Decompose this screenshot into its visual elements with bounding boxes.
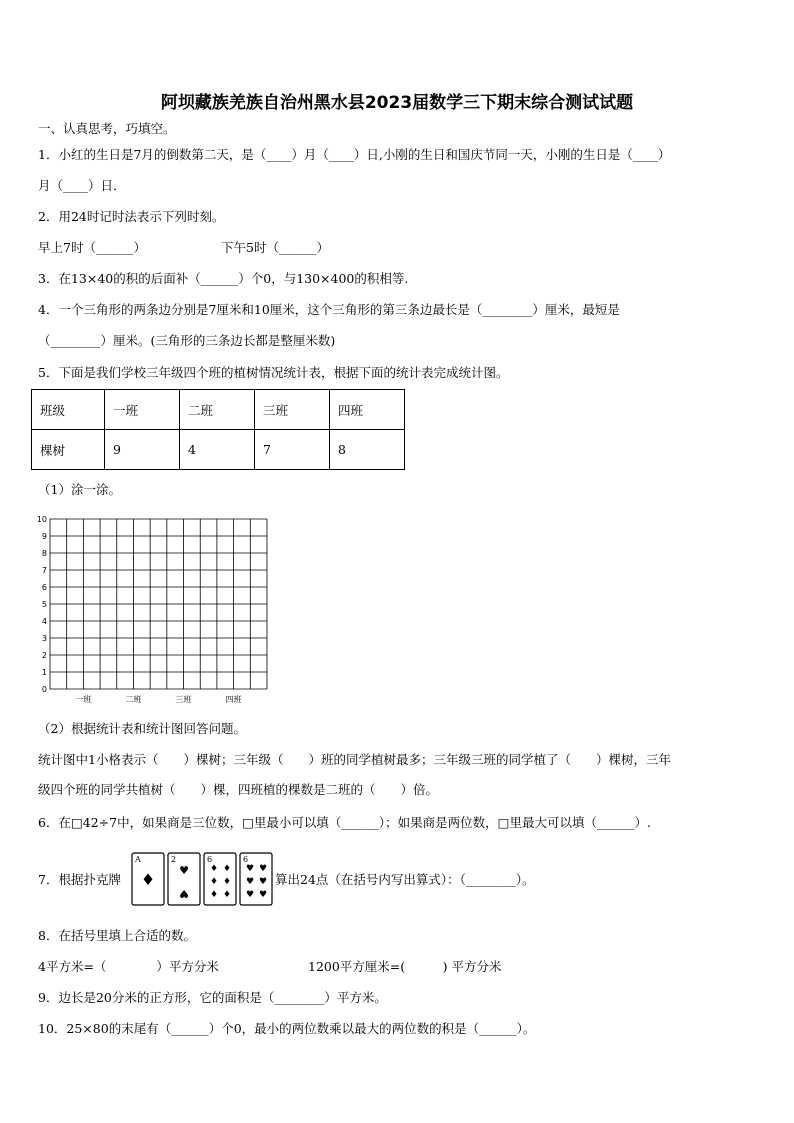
playing-card-a-diamond: [132, 853, 164, 905]
table-cell: 7: [255, 430, 330, 470]
question-4-line-2: （________）厘米。(三角形的三条边长都是整厘米数): [38, 333, 336, 348]
y-tick-label: 1: [41, 668, 47, 677]
question-8-prompt: 8．在括号里填上合适的数。: [38, 928, 196, 943]
diamond-icon: ♦: [222, 890, 232, 900]
heart-icon: ♥: [258, 890, 268, 900]
y-tick-label: 7: [41, 566, 47, 575]
x-tick-label: 二班: [125, 695, 142, 704]
question-2-part-b: 下午5时（______）: [221, 240, 329, 255]
question-10: 10．25×80的末尾有（______）个0，最小的两位数乘以最大的两位数的积是（______）。: [38, 1021, 536, 1036]
question-3: 3．在13×40的积的后面补（______）个0，与130×400的积相等.: [38, 271, 409, 286]
question-8-part-b: 1200平方厘米=( ) 平方分米: [308, 959, 502, 974]
question-1-line-1: 1．小红的生日是7月的倒数第二天，是（____）月（____）日,小刚的生日和国庆节同一天，小刚的生日是（____）: [38, 147, 671, 162]
y-tick-label: 0: [41, 685, 47, 694]
y-tick-label: 5: [41, 600, 47, 609]
playing-cards: [131, 852, 273, 906]
question-1-line-2: 月（____）日．: [38, 178, 126, 193]
heart-icon: ♥: [245, 890, 255, 900]
question-5-prompt: 5．下面是我们学校三年级四个班的植树情况统计表，根据下面的统计表完成统计图。: [38, 365, 509, 380]
table-cell: 二班: [180, 390, 255, 430]
card-rank: A: [135, 855, 141, 864]
x-tick-label: 一班: [75, 695, 92, 704]
card-rank: 6: [207, 855, 213, 864]
question-9: 9．边长是20分米的正方形，它的面积是（________）平方米。: [38, 990, 387, 1005]
table-cell: 8: [330, 430, 405, 470]
y-tick-label: 2: [41, 651, 47, 660]
y-tick-label: 9: [41, 532, 47, 541]
diamond-icon: ♦: [209, 890, 219, 900]
section-heading: 一、认真思考，巧填空。: [38, 121, 176, 136]
heart-icon: ♥: [245, 864, 255, 874]
table-cell: 四班: [330, 390, 405, 430]
diamond-icon: ♦: [209, 877, 219, 887]
playing-card-6-diamond: [204, 853, 236, 905]
playing-card-2-heart: [168, 853, 200, 905]
heart-icon: ♥: [179, 887, 189, 900]
table-cell: 三班: [255, 390, 330, 430]
question-7-before: 7．根据扑克牌: [38, 872, 121, 887]
page-title: 阿坝藏族羌族自治州黑水县2023届数学三下期末综合测试试题: [160, 93, 634, 113]
diamond-icon: ♦: [209, 864, 219, 874]
blank-bar-chart-grid: [30, 510, 280, 710]
x-tick-label: 三班: [175, 695, 192, 704]
question-7-after: 算出24点（在括号内写出算式）：（________）。: [275, 872, 535, 887]
y-tick-label: 8: [41, 549, 47, 558]
heart-icon: ♥: [179, 864, 189, 877]
question-4-line-1: 4．一个三角形的两条边分别是7厘米和10厘米，这个三角形的第三条边最长是（________）厘米，最短是: [38, 302, 620, 317]
question-5-sub-1: （1）涂一涂。: [38, 482, 121, 497]
table-cell: 班级: [32, 390, 105, 430]
tree-planting-table: [31, 389, 405, 470]
y-tick-label: 10: [36, 515, 47, 524]
y-tick-label: 4: [41, 617, 47, 626]
question-5-ask-line-1: 统计图中1小格表示（ ）棵树；三年级（ ）班的同学植树最多；三年级三班的同学植了（ ）棵树，三年: [38, 752, 671, 767]
table-cell: 9: [105, 430, 180, 470]
table-row: [32, 430, 405, 470]
table-header-row: [32, 390, 405, 430]
card-rank: 6: [243, 855, 249, 864]
question-6: 6．在□42÷7中，如果商是三位数，□里最小可以填（______）；如果商是两位数，□里最大可以填（______）.: [38, 815, 651, 830]
diamond-icon: ♦: [222, 864, 232, 874]
card-rank: 2: [171, 855, 177, 864]
y-tick-label: 6: [41, 583, 47, 592]
table-cell: 一班: [105, 390, 180, 430]
table-cell: 4: [180, 430, 255, 470]
question-5-ask-line-2: 级四个班的同学共植树（ ）棵，四班植的棵数是二班的（ ）倍。: [38, 782, 439, 797]
heart-icon: ♥: [245, 877, 255, 887]
question-2-part-a: 早上7时（______）: [38, 240, 146, 255]
question-8-part-a: 4平方米=（ ）平方分米: [38, 959, 219, 974]
y-tick-label: 3: [41, 634, 47, 643]
playing-card-6-heart: [240, 853, 272, 905]
table-cell: 棵树: [32, 430, 105, 470]
x-tick-label: 四班: [225, 695, 242, 704]
diamond-icon: ♦: [222, 877, 232, 887]
question-5-sub-2: （2）根据统计表和统计图回答问题。: [38, 721, 246, 736]
heart-icon: ♥: [258, 864, 268, 874]
diamond-icon: ♦: [140, 870, 156, 889]
heart-icon: ♥: [258, 877, 268, 887]
question-2-prompt: 2．用24时记时法表示下列时刻。: [38, 209, 225, 224]
